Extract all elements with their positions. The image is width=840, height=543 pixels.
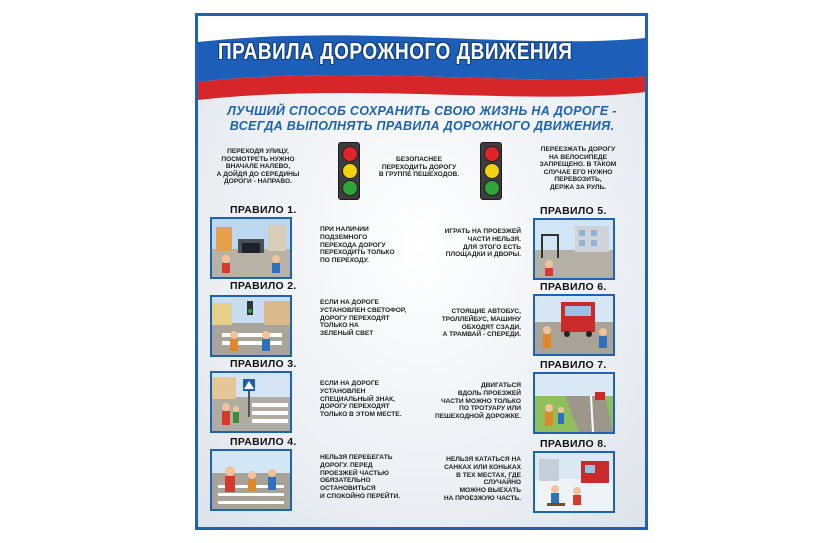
traffic-light-crossing-illustration — [210, 295, 292, 357]
yellow-lamp — [484, 163, 500, 179]
tip-bicycle: ПЕРЕЕЗЖАТЬ ДОРОГУ НА ВЕЛОСИПЕДЕ ЗАПРЕЩЕНО. В ТАКОМ СЛУЧАЕ ЕГО НУЖНО ПЕРЕВОЗИТЬ, ДЕРЖА ЗА РУЛЬ. — [539, 146, 617, 191]
crosswalk-sign-illustration — [210, 371, 292, 433]
motto-line-1: ЛУЧШИЙ СПОСОБ СОХРАНИТЬ СВОЮ ЖИЗНЬ НА ДОРОГЕ - — [227, 104, 617, 118]
poster-motto — [202, 104, 642, 134]
rule-4-text: НЕЛЬЗЯ ПЕРЕБЕГАТЬ ДОРОГУ. ПЕРЕД ПРОЕЗЖЕЙ ЧАСТЬЮ ОБЯЗАТЕЛЬНО ОСТАНОВИТЬСЯ И СПОКОЙНО ПЕРЕЙТИ. — [320, 454, 401, 500]
traffic-light-icon — [480, 142, 502, 200]
sledding-illustration — [533, 451, 615, 513]
bus-stop-illustration — [533, 294, 615, 356]
rule-8-label: ПРАВИЛО 8. — [540, 438, 607, 450]
red-lamp — [342, 146, 358, 162]
road-rules-poster — [195, 13, 648, 530]
rule-2-label: ПРАВИЛО 2. — [230, 280, 297, 292]
green-lamp — [484, 180, 500, 196]
rule-1-text: ПРИ НАЛИЧИИ ПОДЗЕМНОГО ПЕРЕХОДА ДОРОГУ ПЕРЕХОДИТЬ ТОЛЬКО ПО ПЕРЕХОДУ. — [320, 226, 395, 265]
tip-group-crossing: БЕЗОПАСНЕЕ ПЕРЕХОДИТЬ ДОРОГУ В ГРУППЕ ПЕШЕХОДОВ. — [378, 156, 460, 179]
rule-1-label: ПРАВИЛО 1. — [230, 204, 297, 216]
yellow-lamp — [342, 163, 358, 179]
poster-title: ПРАВИЛА ДОРОЖНОГО ДВИЖЕНИЯ — [218, 39, 573, 65]
rule-3-label: ПРАВИЛО 3. — [230, 358, 297, 370]
rule-7-text: ДВИГАТЬСЯ ВДОЛЬ ПРОЕЗЖЕЙ ЧАСТИ МОЖНО ТОЛЬКО ПО ТРОТУАРУ ИЛИ ПЕШЕХОДНОЙ ДОРОЖКЕ. — [435, 382, 521, 421]
rule-7-label: ПРАВИЛО 7. — [540, 359, 607, 371]
rule-5-text: ИГРАТЬ НА ПРОЕЗЖЕЙ ЧАСТИ НЕЛЬЗЯ. ДЛЯ ЭТОГО ЕСТЬ ПЛОЩАДКИ И ДВОРЫ. — [444, 228, 521, 259]
rule-8-text: НЕЛЬЗЯ КАТАТЬСЯ НА САНКАХ ИЛИ КОНЬКАХ В ТЕХ МЕСТАХ, ГДЕ СЛУЧАЙНО МОЖНО ВЫЕХАТЬ НА ПРОЕЗЖУЮ ЧАСТЬ. — [443, 456, 521, 502]
green-lamp — [342, 180, 358, 196]
rule-6-text: СТОЯЩИЕ АВТОБУС, ТРОЛЛЕЙБУС, МАШИНУ ОБХОДЯТ СЗАДИ, А ТРАМВАЙ - СПЕРЕДИ. — [441, 308, 521, 339]
traffic-light-icon — [338, 142, 360, 200]
motto-line-2: ВСЕГДА ВЫПОЛНЯТЬ ПРАВИЛА ДОРОЖНОГО ДВИЖЕНИЯ. — [229, 119, 615, 133]
sidewalk-illustration — [533, 372, 615, 434]
rule-4-label: ПРАВИЛО 4. — [230, 436, 297, 448]
red-lamp — [484, 146, 500, 162]
underpass-illustration — [210, 217, 292, 279]
rule-5-label: ПРАВИЛО 5. — [540, 205, 607, 217]
rule-2-text: ЕСЛИ НА ДОРОГЕ УСТАНОВЛЕН СВЕТОФОР, ДОРОГУ ПЕРЕХОДЯТ ТОЛЬКО НА ЗЕЛЕНЫЙ СВЕТ — [320, 299, 407, 338]
rule-6-label: ПРАВИЛО 6. — [540, 281, 607, 293]
rule-3-text: ЕСЛИ НА ДОРОГЕ УСТАНОВЛЕН СПЕЦИАЛЬНЫЙ ЗНАК, ДОРОГУ ПЕРЕХОДЯТ ТОЛЬКО В ЭТОМ МЕСТЕ. — [320, 380, 402, 419]
running-children-illustration — [210, 449, 292, 511]
playground-illustration — [533, 218, 615, 280]
tip-look-left-right: ПЕРЕХОДЯ УЛИЦУ, ПОСМОТРЕТЬ НУЖНО ВНАЧАЛЕ НАЛЕВО, А ДОЙДЯ ДО СЕРЕДИНЫ ДОРОГИ - НАПРАВО. — [216, 148, 300, 186]
